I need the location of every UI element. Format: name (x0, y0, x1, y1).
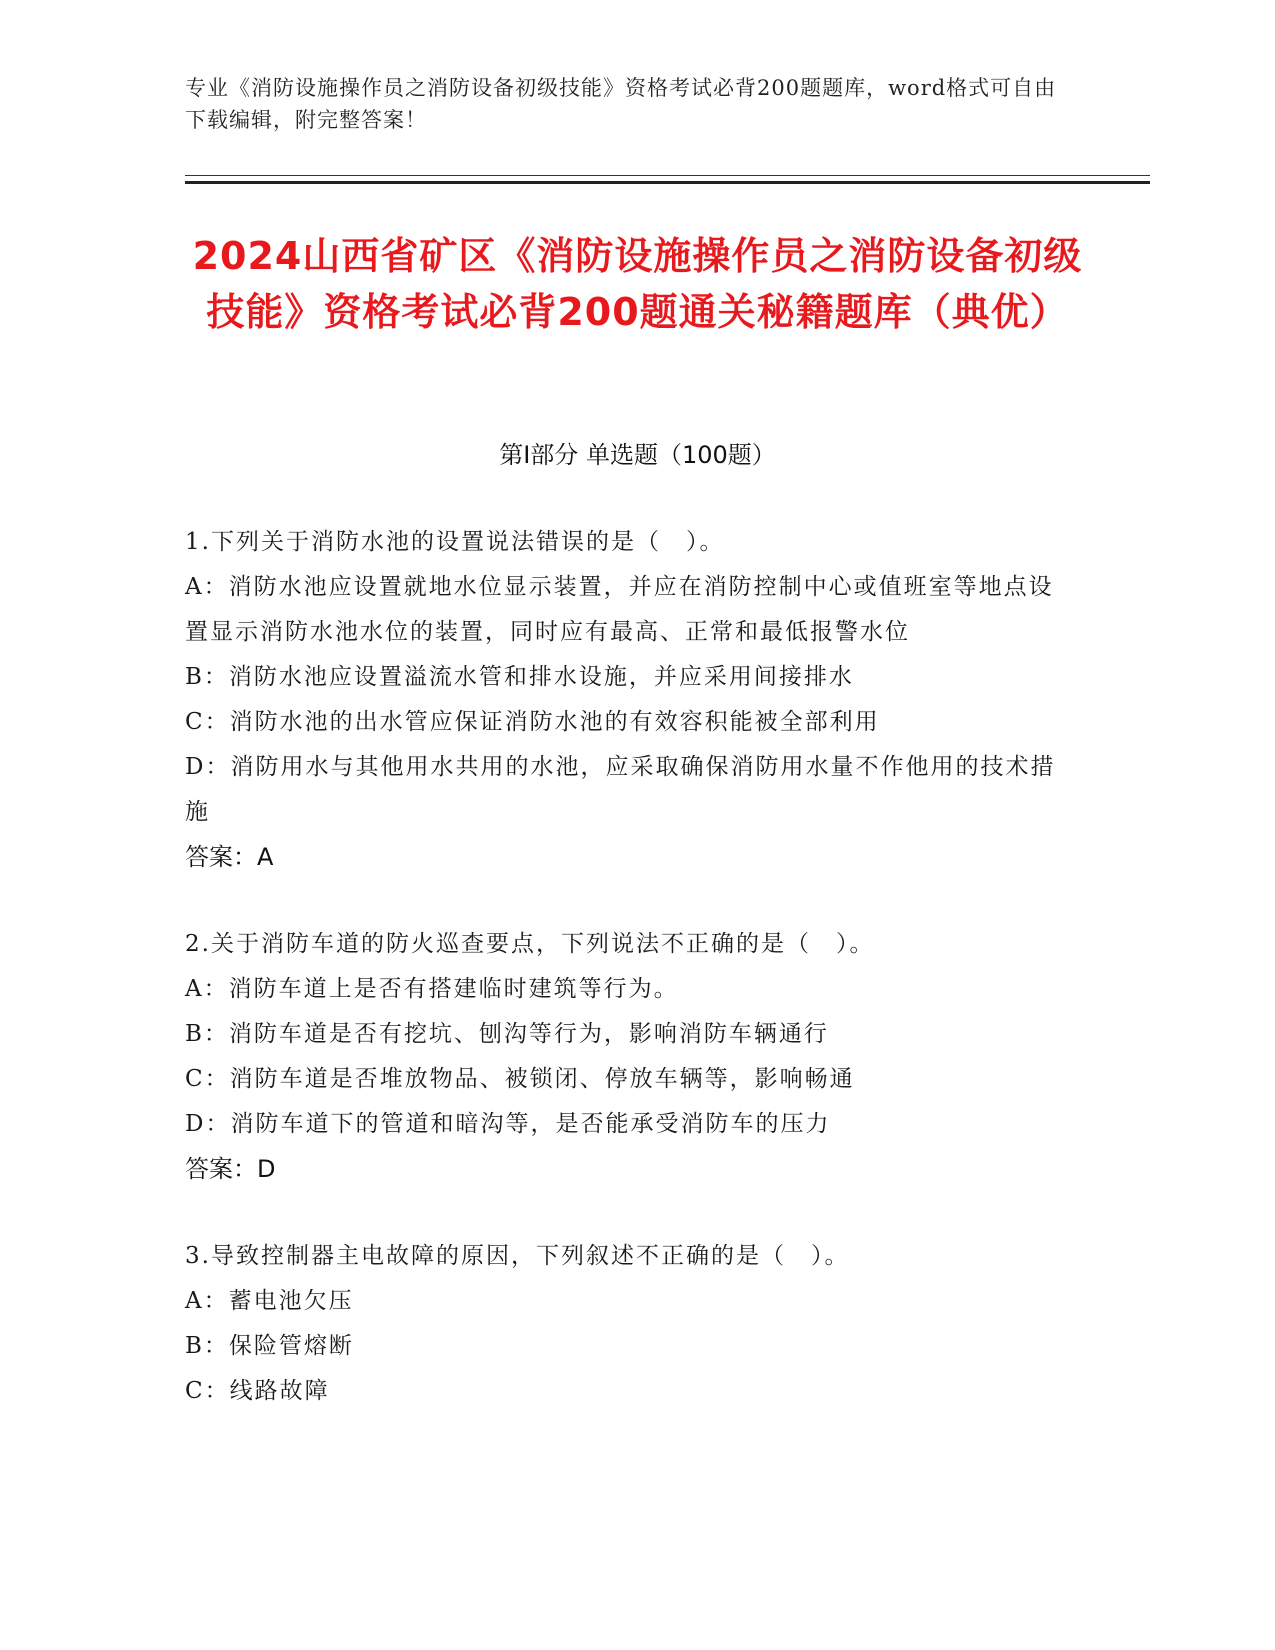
option-c: C：消防水池的出水管应保证消防水池的有效容积能被全部利用 (185, 709, 880, 735)
answer-line: 答案：D (185, 1155, 276, 1183)
question-spacer (185, 880, 1065, 922)
question-1 (185, 520, 1065, 880)
question-3 (185, 1234, 1065, 1414)
option-a: A：消防车道上是否有搭建临时建筑等行为。 (185, 976, 679, 1002)
question-spacer (185, 1192, 1065, 1234)
option-a: A：消防水池应设置就地水位显示装置，并应在消防控制中心或值班室等地点设置显示消防水池水位的装置，同时应有最高、正常和最低报警水位 (185, 574, 1054, 645)
section-title: 第Ⅰ部分 单选题（100题） (499, 441, 776, 469)
header-divider-thick (185, 181, 1150, 184)
option-a: A：蓄电池欠压 (185, 1288, 354, 1314)
header-note: 专业《消防设施操作员之消防设备初级技能》资格考试必背200题题库，word格式可自由下载编辑，附完整答案！ (185, 76, 1057, 132)
question-stem: 3.导致控制器主电故障的原因，下列叙述不正确的是（ ）。 (185, 1243, 850, 1269)
option-d: D：消防用水与其他用水共用的水池，应采取确保消防用水量不作他用的技术措施 (185, 754, 1056, 825)
option-d: D：消防车道下的管道和暗沟等，是否能承受消防车的压力 (185, 1111, 831, 1137)
answer-line: 答案：A (185, 843, 274, 871)
option-b: B：消防水池应设置溢流水管和排水设施，并应采用间接排水 (185, 664, 854, 690)
header-divider-thin (185, 175, 1150, 176)
question-stem: 2.关于消防车道的防火巡查要点，下列说法不正确的是（ ）。 (185, 931, 875, 957)
question-2 (185, 922, 1065, 1192)
option-b: B：消防车道是否有挖坑、刨沟等行为，影响消防车辆通行 (185, 1021, 829, 1047)
option-c: C：线路故障 (185, 1378, 330, 1404)
question-stem: 1.下列关于消防水池的设置说法错误的是（ ）。 (185, 529, 725, 555)
question-list (185, 520, 1065, 1414)
option-b: B：保险管熔断 (185, 1333, 354, 1359)
document-title: 2024山西省矿区《消防设施操作员之消防设备初级技能》资格考试必背200题通关秘籍题库（典优） (192, 234, 1083, 334)
option-c: C：消防车道是否堆放物品、被锁闭、停放车辆等，影响畅通 (185, 1066, 855, 1092)
